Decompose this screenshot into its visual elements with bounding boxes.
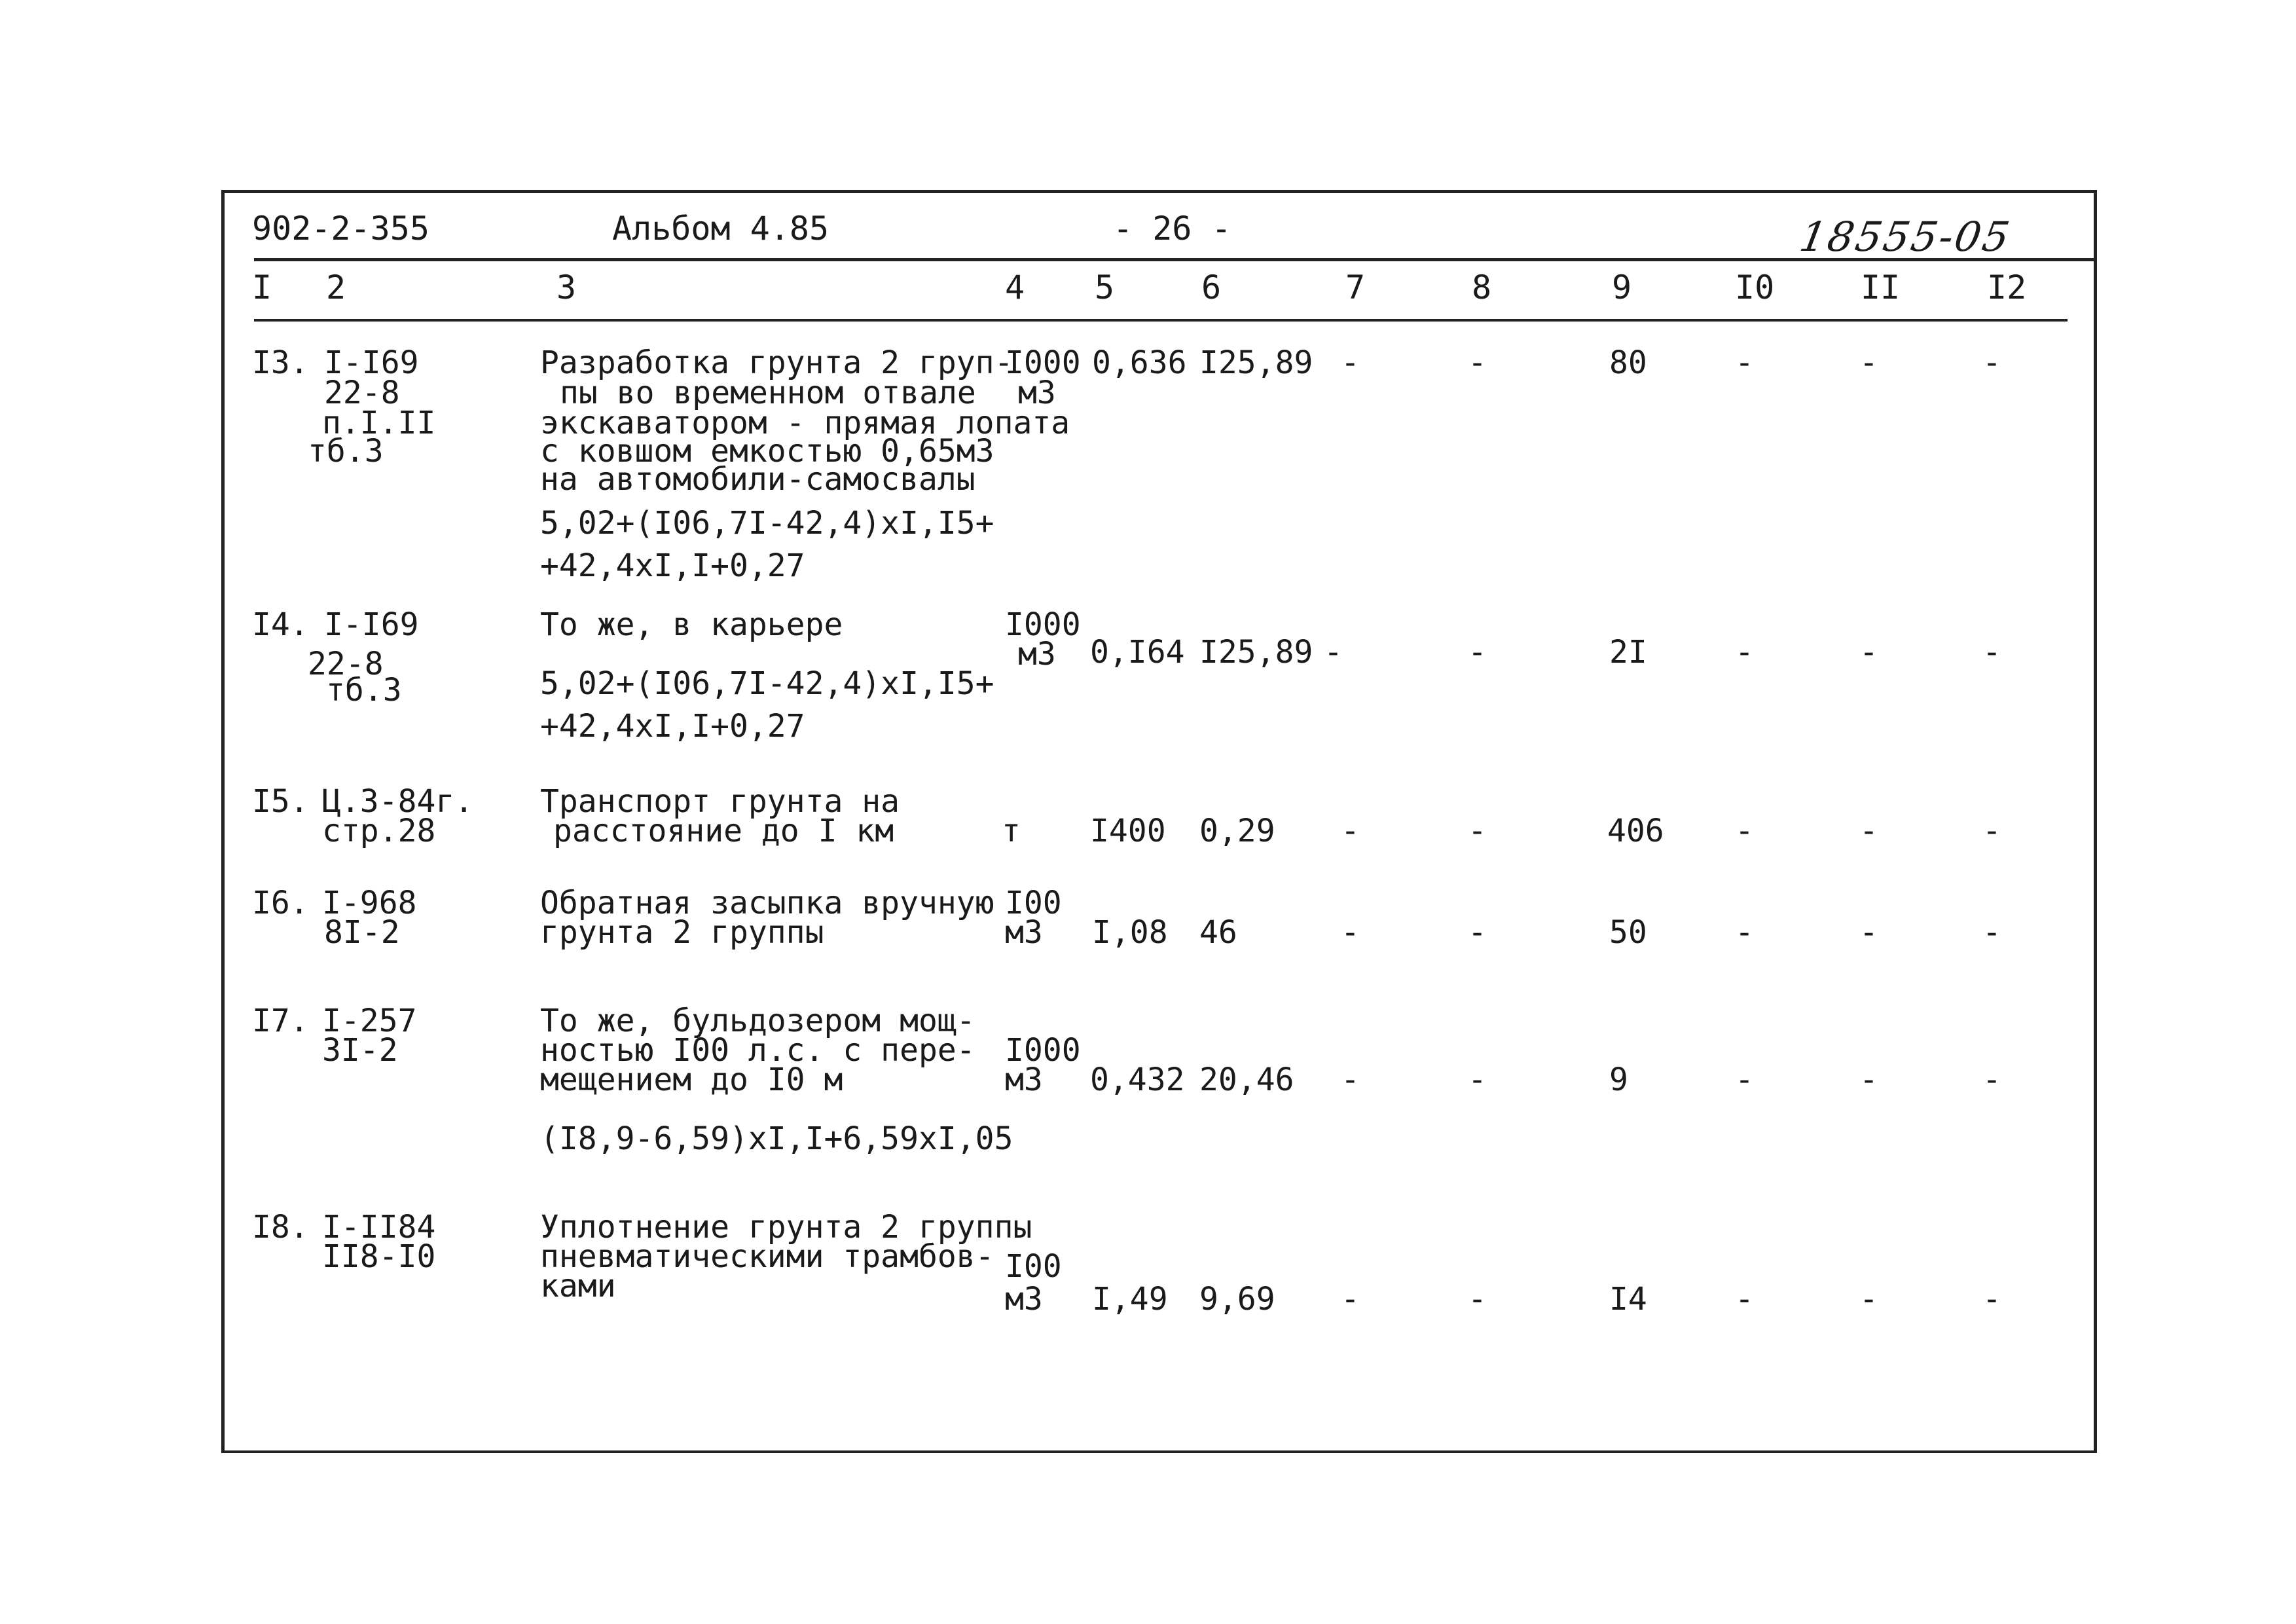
row-col8: - <box>1468 1281 1487 1318</box>
row-unit: м3 <box>1005 914 1043 951</box>
row-code: п.I.II <box>322 405 436 441</box>
row-col5: I,08 <box>1092 914 1168 951</box>
row-code: тб.3 <box>308 433 384 470</box>
row-col6: I25,89 <box>1199 634 1313 671</box>
row-col12: - <box>1982 1281 2001 1318</box>
row-col9: 406 <box>1607 813 1664 849</box>
row-description: на автомобили-самосвалы <box>540 461 975 498</box>
row-col11: - <box>1859 634 1878 671</box>
row-col12: - <box>1982 914 2001 951</box>
row-col6: 46 <box>1199 914 1237 951</box>
row-calculation: +42,4xI,I+0,27 <box>540 708 805 745</box>
col-header-6: 6 <box>1201 268 1222 306</box>
row-number: I8. <box>252 1209 309 1246</box>
col-header-11: II <box>1861 268 1901 306</box>
row-unit: м3 <box>1005 1281 1043 1318</box>
row-col7: - <box>1341 813 1360 849</box>
row-col11: - <box>1859 344 1878 381</box>
row-unit: т <box>1002 813 1021 849</box>
col-header-4: 4 <box>1005 268 1025 306</box>
row-unit: I00 <box>1005 885 1062 921</box>
col-header-5: 5 <box>1095 268 1115 306</box>
row-col11: - <box>1859 813 1878 849</box>
row-col11: - <box>1859 1061 1878 1098</box>
row-description: пы во временном отвале <box>560 375 976 411</box>
row-calculation: 5,02+(I06,7I-42,4)xI,I5+ <box>540 505 994 542</box>
row-description: То же, бульдозером мощ- <box>540 1003 975 1039</box>
row-col11: - <box>1859 914 1878 951</box>
row-code: I-I69 <box>324 344 419 381</box>
row-col9: I4 <box>1609 1281 1647 1318</box>
row-unit: м3 <box>1018 636 1056 673</box>
row-code: 3I-2 <box>322 1032 398 1069</box>
row-col9: 50 <box>1609 914 1647 951</box>
row-col12: - <box>1982 813 2001 849</box>
row-description: мещением до I0 м <box>540 1061 843 1098</box>
row-col8: - <box>1468 914 1487 951</box>
col-header-2: 2 <box>326 268 346 306</box>
row-description: Разработка грунта 2 груп- <box>540 344 1013 381</box>
row-col5: I,49 <box>1092 1281 1168 1318</box>
row-col6: I25,89 <box>1199 344 1313 381</box>
row-code: I-257 <box>322 1003 417 1039</box>
row-col8: - <box>1468 813 1487 849</box>
row-code: I-I69 <box>324 606 419 643</box>
row-description: пневматическими трамбов- <box>540 1238 994 1275</box>
row-code: Ц.3-84г. <box>322 783 474 820</box>
row-col8: - <box>1468 634 1487 671</box>
row-col7: - <box>1341 1281 1360 1318</box>
row-col11: - <box>1859 1281 1878 1318</box>
row-unit: I000 <box>1005 1032 1081 1069</box>
row-unit: м3 <box>1018 375 1056 411</box>
row-description: с ковшом емкостью 0,65м3 <box>540 433 994 470</box>
row-col5: 0,432 <box>1090 1061 1185 1098</box>
row-col12: - <box>1982 1061 2001 1098</box>
row-col12: - <box>1982 344 2001 381</box>
row-col5: 0,636 <box>1092 344 1187 381</box>
row-unit: I00 <box>1005 1248 1062 1285</box>
row-code: 8I-2 <box>324 914 400 951</box>
row-description: экскаватором - прямая лопата <box>540 405 1070 441</box>
row-col6: 20,46 <box>1199 1061 1294 1098</box>
row-unit: м3 <box>1005 1061 1043 1098</box>
row-description: Транспорт грунта на <box>540 783 900 820</box>
row-col8: - <box>1468 1061 1487 1098</box>
row-description: грунта 2 группы <box>540 914 824 951</box>
row-calculation: +42,4xI,I+0,27 <box>540 547 805 584</box>
row-code: II8-I0 <box>322 1238 436 1275</box>
row-description: ностью I00 л.с. с пере- <box>540 1032 975 1069</box>
album-label: Альбом 4.85 <box>612 210 829 248</box>
row-col10: - <box>1735 634 1754 671</box>
row-col10: - <box>1735 813 1754 849</box>
row-code: I-II84 <box>322 1209 436 1246</box>
row-code: 22-8 <box>324 375 400 411</box>
row-col9: 9 <box>1609 1061 1628 1098</box>
row-col7: - <box>1341 1061 1360 1098</box>
row-col10: - <box>1735 1061 1754 1098</box>
row-col10: - <box>1735 1281 1754 1318</box>
row-unit: I000 <box>1005 344 1081 381</box>
row-number: I7. <box>252 1003 309 1039</box>
row-calculation: (I8,9-6,59)xI,I+6,59xI,05 <box>540 1120 1013 1157</box>
row-number: I5. <box>252 783 309 820</box>
col-header-9: 9 <box>1612 268 1632 306</box>
row-description: То же, в карьере <box>540 606 843 643</box>
row-number: I4. <box>252 606 309 643</box>
row-col8: - <box>1468 344 1487 381</box>
row-col10: - <box>1735 914 1754 951</box>
row-description: расстояние до I км <box>553 813 894 849</box>
row-number: I3. <box>252 344 309 381</box>
row-col12: - <box>1982 634 2001 671</box>
col-header-7: 7 <box>1345 268 1366 306</box>
handwritten-number: 18555-05 <box>1796 213 2015 261</box>
row-col7: - <box>1324 634 1343 671</box>
row-code: 22-8 <box>308 646 384 682</box>
col-header-12: I2 <box>1987 268 2027 306</box>
row-col7: - <box>1341 344 1360 381</box>
row-col5: 0,I64 <box>1090 634 1185 671</box>
row-unit: I000 <box>1005 606 1081 643</box>
row-col5: I400 <box>1090 813 1166 849</box>
row-col9: 80 <box>1609 344 1647 381</box>
row-code: тб.3 <box>326 672 402 709</box>
col-header-1: I <box>252 268 272 306</box>
row-number: I6. <box>252 885 309 921</box>
row-col9: 2I <box>1609 634 1647 671</box>
row-col6: 9,69 <box>1199 1281 1275 1318</box>
row-col7: - <box>1341 914 1360 951</box>
column-header-divider <box>254 319 2068 322</box>
col-header-3: 3 <box>556 268 577 306</box>
row-col6: 0,29 <box>1199 813 1275 849</box>
row-description: Уплотнение грунта 2 группы <box>540 1209 1032 1246</box>
col-header-8: 8 <box>1472 268 1492 306</box>
row-code: стр.28 <box>322 813 436 849</box>
row-col10: - <box>1735 344 1754 381</box>
page-number: - 26 - <box>1113 210 1231 248</box>
row-code: I-968 <box>322 885 417 921</box>
row-description: ками <box>540 1268 616 1304</box>
col-header-10: I0 <box>1735 268 1775 306</box>
row-calculation: 5,02+(I06,7I-42,4)xI,I5+ <box>540 665 994 702</box>
row-description: Обратная засыпка вручную <box>540 885 994 921</box>
doc-code: 902-2-355 <box>252 210 429 248</box>
